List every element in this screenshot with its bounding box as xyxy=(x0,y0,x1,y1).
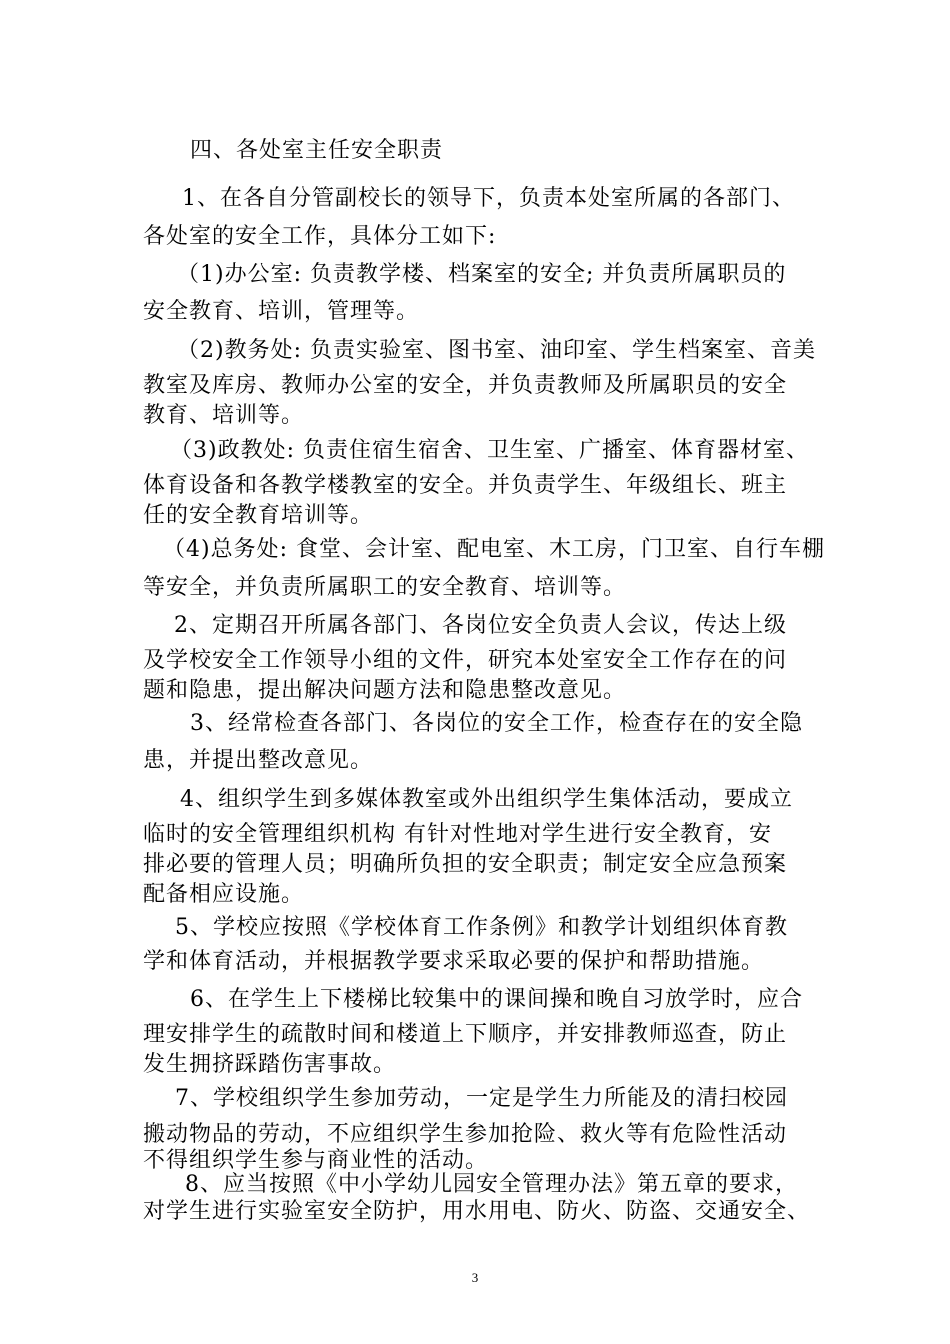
text-line: 题和隐患，提出解决问题方法和隐患整改意见。 xyxy=(143,678,627,703)
text-line: 配备相应设施。 xyxy=(143,882,305,907)
page-number: 3 xyxy=(471,1270,479,1285)
text-line: 体育设备和各教学楼教室的安全。并负责学生、年级组长、班主 xyxy=(143,473,788,498)
text-line: （2)教务处: 负责实验室、图书室、油印室、学生档案室、音美 xyxy=(177,338,816,363)
text-line: 发生拥挤踩踏伤害事故。 xyxy=(143,1052,397,1077)
text-line: 临时的安全管理组织机构 有针对性地对学生进行安全教育，安 xyxy=(143,822,772,847)
text-line: 学和体育活动，并根据教学要求采取必要的保护和帮助措施。 xyxy=(143,949,765,974)
text-line: 排必要的管理人员；明确所负担的安全职责；制定安全应急预案 xyxy=(143,852,788,877)
text-line: 各处室的安全工作，具体分工如下: xyxy=(143,224,497,249)
text-line: 6、在学生上下楼梯比较集中的课间操和晚自习放学时，应合 xyxy=(190,987,803,1012)
text-line: （1)办公室: 负责教学楼、档案室的安全; 并负责所属职员的 xyxy=(177,262,787,287)
text-line: 5、学校应按照《学校体育工作条例》和教学计划组织体育教 xyxy=(175,915,788,940)
text-line: 教育、培训等。 xyxy=(143,403,305,428)
text-line: 搬动物品的劳动，不应组织学生参加抢险、救火等有危险性活动 xyxy=(143,1122,788,1147)
text-line: 对学生进行实验室安全防护，用水用电、防火、防盗、交通安全、 xyxy=(143,1199,811,1224)
section-heading: 四、各处室主任安全职责 xyxy=(190,138,444,163)
text-line: 及学校安全工作领导小组的文件，研究本处室安全工作存在的问 xyxy=(143,648,788,673)
text-line: 安全教育、培训，管理等。 xyxy=(143,299,420,324)
text-line: 4、组织学生到多媒体教室或外出组织学生集体活动，要成立 xyxy=(180,787,793,812)
text-line: 1、在各自分管副校长的领导下，负责本处室所属的各部门、 xyxy=(182,186,795,211)
text-line: 教室及库房、教师办公室的安全，并负责教师及所属职员的安全 xyxy=(143,373,788,398)
text-line: 8、应当按照《中小学幼儿园安全管理办法》第五章的要求， xyxy=(185,1172,798,1197)
text-line: 理安排学生的疏散时间和楼道上下顺序，并安排教师巡查，防止 xyxy=(143,1022,788,1047)
text-line: 3、经常检查各部门、各岗位的安全工作，检查存在的安全隐 xyxy=(190,711,803,736)
text-line: 2、定期召开所属各部门、各岗位安全负责人会议，传达上级 xyxy=(174,613,787,638)
text-line: 7、学校组织学生参加劳动，一定是学生力所能及的清扫校园 xyxy=(175,1086,788,1111)
text-line: 等安全，并负责所属职工的安全教育、培训等。 xyxy=(143,575,627,600)
text-line: 患，并提出整改意见。 xyxy=(143,748,374,773)
text-line: （3)政教处: 负责住宿生宿舍、卫生室、广播室、体育器材室、 xyxy=(170,438,809,463)
text-line: 不得组织学生参与商业性的活动。 xyxy=(143,1148,489,1173)
text-line: （4)总务处: 食堂、会计室、配电室、木工房，门卫室、自行车棚 xyxy=(163,537,825,562)
text-line: 任的安全教育培训等。 xyxy=(143,503,374,528)
